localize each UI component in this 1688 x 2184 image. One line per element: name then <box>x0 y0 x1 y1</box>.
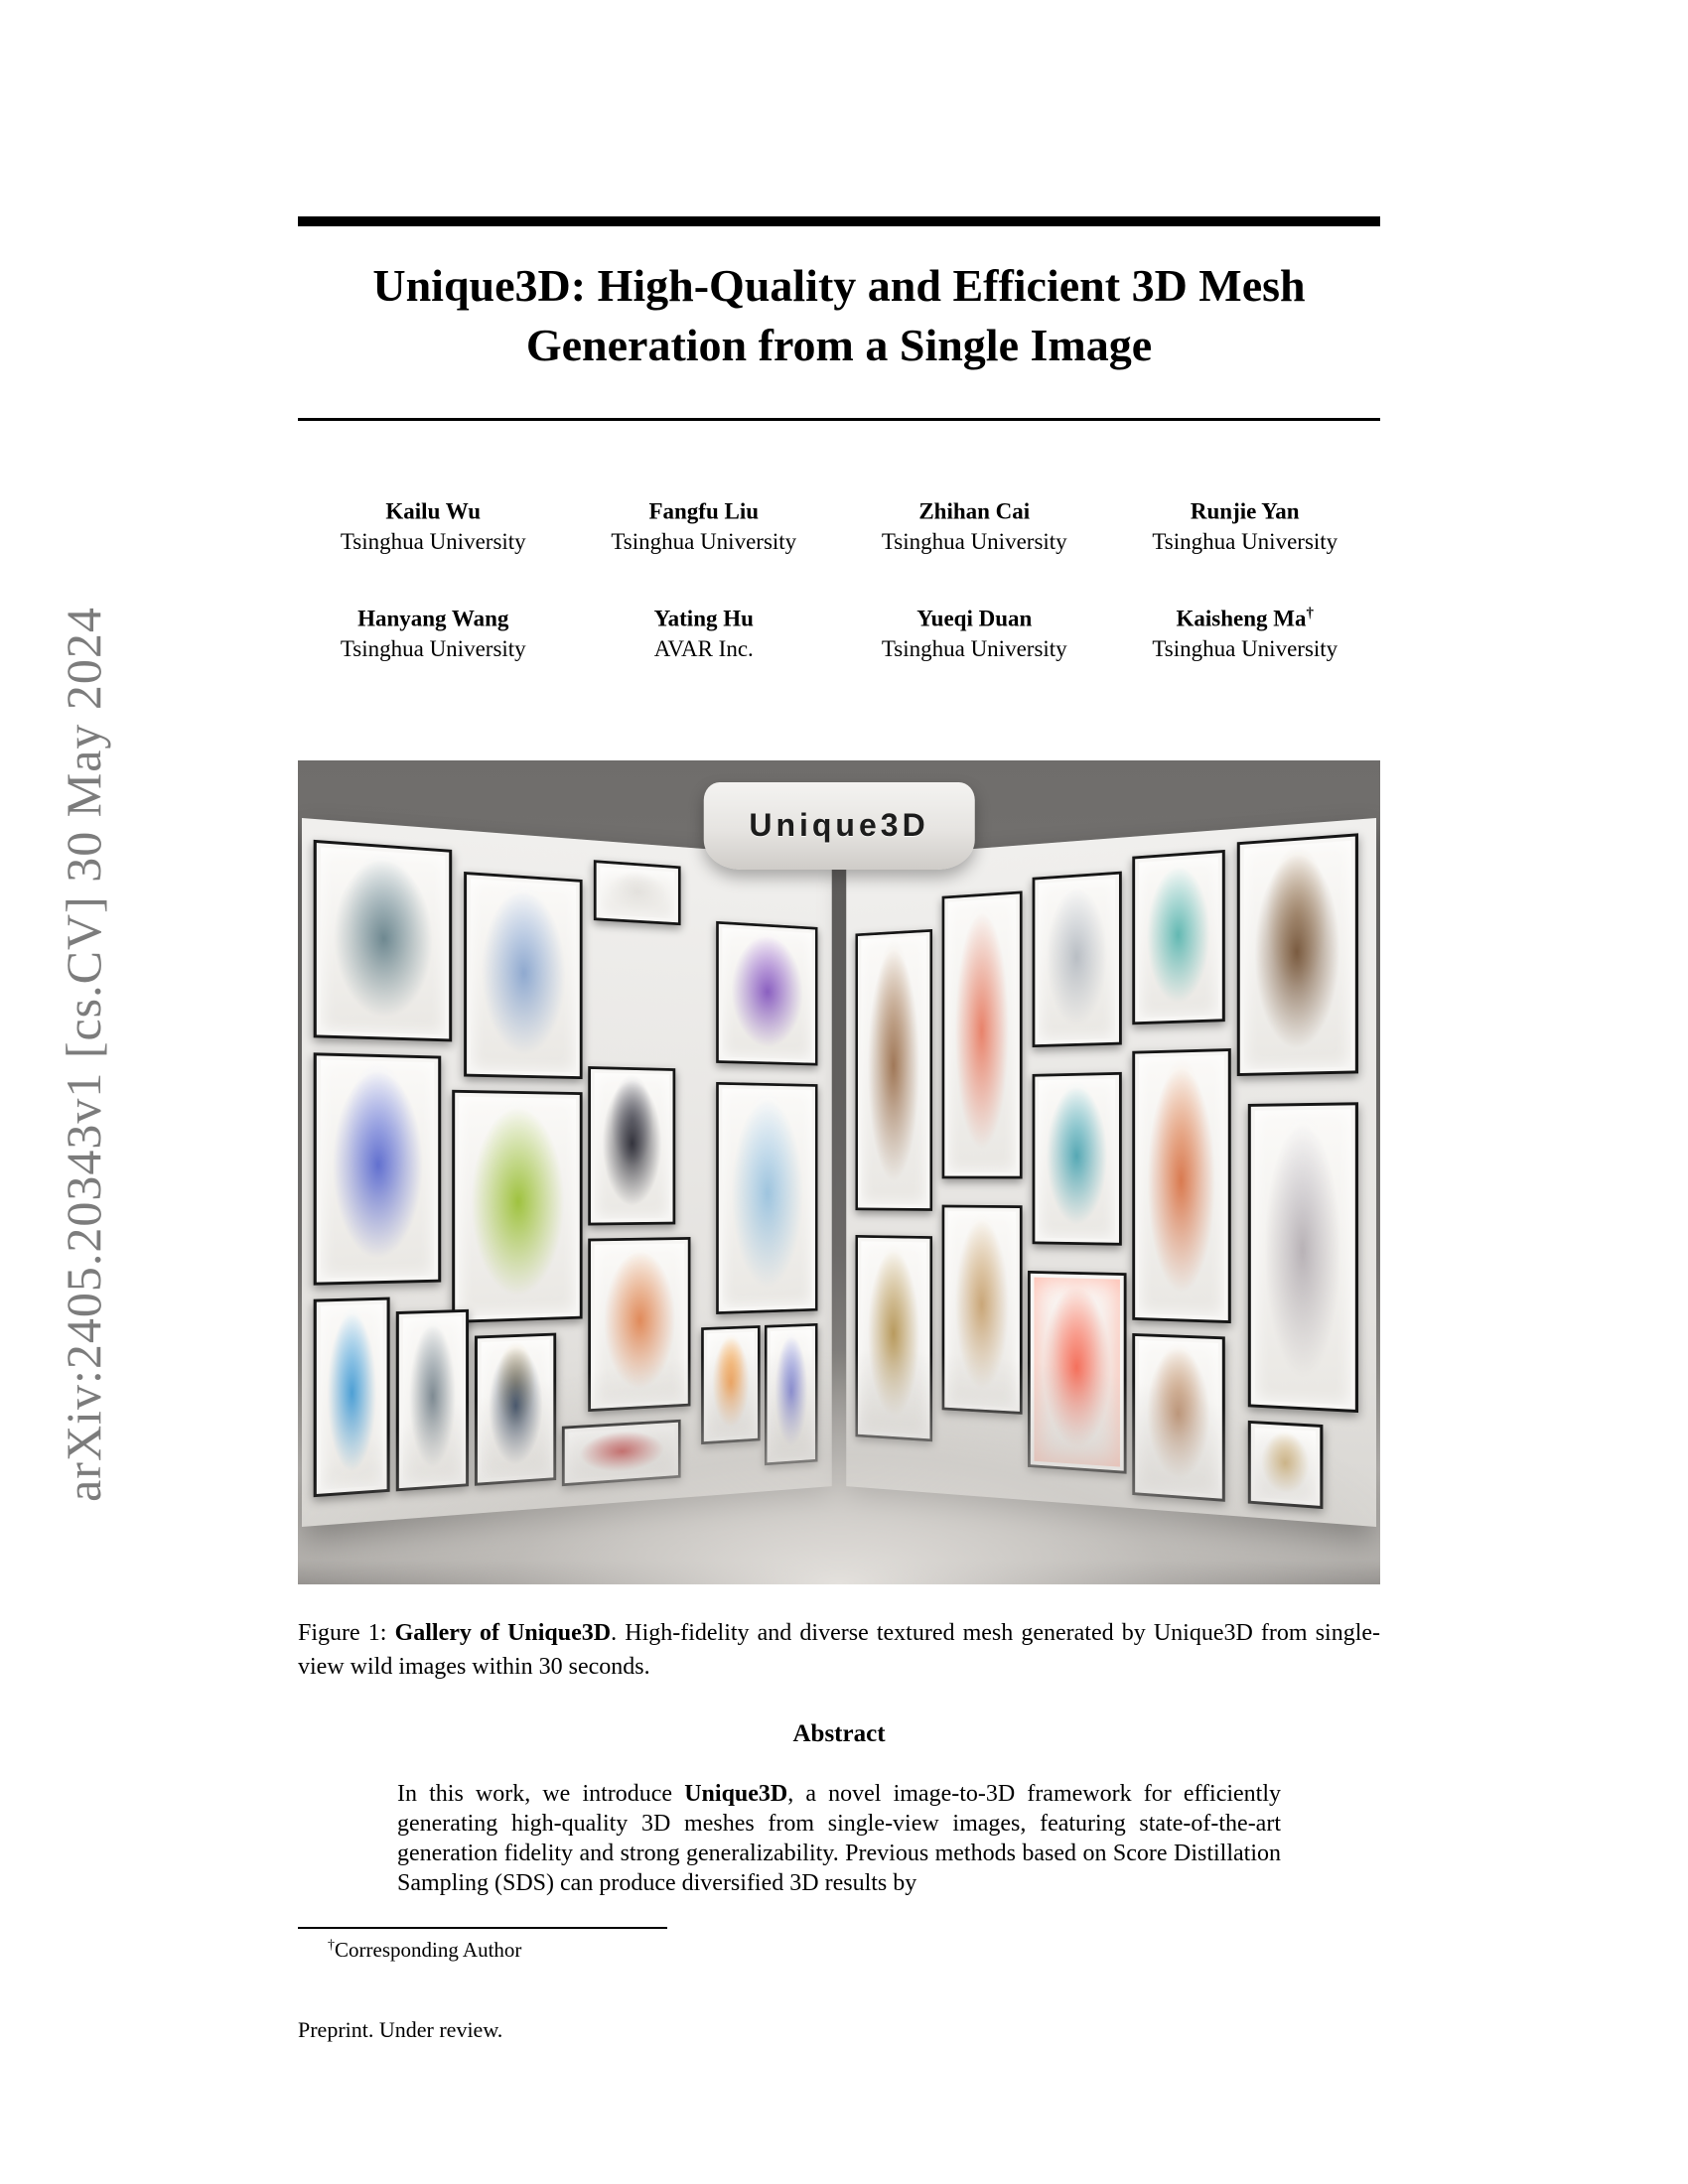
red-race-car-object <box>569 1427 675 1480</box>
white-robot-creature-object <box>1039 878 1115 1040</box>
author-zhihan-cai <box>839 491 1110 557</box>
white-robot-creature <box>1033 871 1122 1047</box>
author-affiliation: Tsinghua University <box>340 528 526 554</box>
baroque-gown <box>942 1204 1023 1415</box>
author-name: Yueqi Duan <box>916 606 1033 631</box>
author-affiliation: Tsinghua University <box>1152 635 1338 661</box>
robot-dolphin-object <box>322 1304 383 1490</box>
empty-frame-object <box>600 868 674 918</box>
author-hanyang-wang <box>298 599 569 664</box>
white-hair-android-girl <box>716 1082 817 1314</box>
blue-cyborg-woman <box>314 1052 441 1286</box>
rusty-retro-robot <box>856 929 932 1211</box>
top-rule <box>298 216 1380 226</box>
buzz-lightyear-toy <box>453 1090 583 1323</box>
author-name: Kailu Wu <box>385 498 482 524</box>
footnote-rule <box>298 1927 667 1929</box>
gallery-banner <box>704 782 975 870</box>
orange-tip-rocket <box>942 890 1023 1178</box>
figure-1-gallery <box>298 760 1380 1584</box>
footnote <box>298 1938 993 1963</box>
caption-bold: Gallery of Unique3D <box>394 1620 612 1646</box>
abstract-text <box>397 1779 1281 1898</box>
author-affiliation: Tsinghua University <box>881 528 1067 554</box>
author-affiliation: Tsinghua University <box>1152 528 1338 554</box>
author-name: Fangfu Liu <box>648 498 760 524</box>
purple-anime-girl <box>716 921 817 1066</box>
small-blue-robot-object <box>772 1330 812 1459</box>
page-title <box>298 256 1380 375</box>
author-fangfu-liu <box>569 491 840 557</box>
tan-cyborg-woman <box>1132 1333 1225 1501</box>
empty-frame <box>594 861 681 925</box>
abstract-part1: In this work, we introduce <box>397 1781 685 1807</box>
abstract-bold: Unique3D <box>684 1781 788 1807</box>
perfume-bottle <box>589 1066 676 1226</box>
gallery-scene <box>298 760 1380 1584</box>
fairy-castle <box>464 872 583 1079</box>
authors-row-2 <box>298 599 1380 664</box>
author-yueqi-duan <box>839 599 1110 664</box>
caption-prefix: Figure 1: <box>298 1620 395 1646</box>
white-hair-android-girl-object <box>722 1088 811 1307</box>
author-name: Kaisheng Ma <box>1176 606 1307 631</box>
pikachu-figure-object <box>707 1332 754 1437</box>
woven-handbag <box>1248 1421 1323 1509</box>
mini-submarine <box>396 1309 470 1492</box>
robot-dolphin <box>314 1297 390 1497</box>
baroque-gown-object <box>948 1211 1016 1408</box>
ornate-rocket <box>856 1235 932 1441</box>
masked-face-sculpture-object <box>595 1244 685 1405</box>
woven-handbag-object <box>1255 1428 1316 1501</box>
author-affiliation: Tsinghua University <box>340 635 526 661</box>
author-runjie-yan <box>1110 491 1381 557</box>
ufo-saucer <box>314 840 453 1041</box>
abstract-heading: Abstract <box>792 1720 886 1747</box>
teal-dragon-sculpture <box>1132 850 1225 1024</box>
teal-dragon-sculpture-object <box>1139 858 1218 1019</box>
pink-dragon <box>1028 1271 1127 1474</box>
author-affiliation: Tsinghua University <box>611 528 797 554</box>
gallery-banner-text: Unique3D <box>749 807 929 844</box>
pearl-earring-girl <box>475 1333 556 1486</box>
teal-space-doll-object <box>1039 1079 1115 1240</box>
white-red-robot <box>1248 1102 1358 1413</box>
perfume-bottle-object <box>595 1073 669 1219</box>
groot-in-suit <box>1236 834 1357 1076</box>
arxiv-stamp: arXiv:2405.20343v1 [cs.CV] 30 May 2024 <box>56 607 111 1502</box>
teal-space-doll <box>1033 1072 1122 1246</box>
groot-in-suit-object <box>1243 841 1350 1069</box>
caption-rest: . High-fidelity and diverse textured mesh generated by Unique3D from single-view wild images within 30 seconds. <box>298 1620 1381 1680</box>
authors-row-1 <box>298 491 1380 557</box>
author-kailu-wu <box>298 491 569 557</box>
buzz-lightyear-toy-object <box>460 1097 577 1316</box>
ornate-rocket-object <box>861 1242 925 1435</box>
footnote-text: Corresponding Author <box>335 1938 522 1962</box>
masked-face-sculpture <box>589 1237 692 1412</box>
ufo-saucer-object <box>322 848 446 1035</box>
pikachu-figure <box>701 1325 761 1444</box>
author-affiliation: AVAR Inc. <box>653 635 754 661</box>
author-name: Runjie Yan <box>1190 498 1300 524</box>
author-kaisheng-ma <box>1110 599 1381 664</box>
preprint-note: Preprint. Under review. <box>298 2017 503 2042</box>
planet-ice-cream <box>1132 1049 1231 1324</box>
rusty-retro-robot-object <box>861 935 925 1204</box>
small-blue-robot <box>766 1323 818 1465</box>
author-name: Zhihan Cai <box>918 498 1031 524</box>
pink-dragon-object <box>1034 1278 1120 1467</box>
blue-cyborg-woman-object <box>322 1059 435 1279</box>
pearl-earring-girl-object <box>482 1340 550 1479</box>
author-dagger: † <box>1306 606 1314 621</box>
purple-anime-girl-object <box>722 927 811 1059</box>
page-title-line1: Unique3D: High-Quality and Efficient 3D Mesh <box>372 260 1306 311</box>
white-red-robot-object <box>1255 1109 1350 1405</box>
mini-submarine-object <box>403 1316 463 1485</box>
title-rule <box>298 418 1380 421</box>
orange-tip-rocket-object <box>948 897 1016 1172</box>
page-title-line2: Generation from a Single Image <box>525 320 1153 370</box>
author-affiliation: Tsinghua University <box>881 635 1067 661</box>
figure-caption <box>298 1616 1380 1684</box>
fairy-castle-object <box>471 879 577 1072</box>
abstract-part2: , a novel image-to-3D framework for efficiently generating high-quality 3D meshes from single-view images, featuring state-of-the-art generation fidelity and strong generalizability. Previous methods based on Score Distillation Sampling (SDS) can produce diversified 3D results by <box>397 1781 1282 1896</box>
planet-ice-cream-object <box>1139 1055 1224 1316</box>
author-name: Yating Hu <box>653 606 754 631</box>
gallery-wall-right <box>846 818 1376 1527</box>
red-race-car <box>562 1420 681 1487</box>
tan-cyborg-woman-object <box>1139 1340 1218 1494</box>
author-yating-hu <box>569 599 840 664</box>
author-name: Hanyang Wang <box>357 606 509 631</box>
dagger-icon: † <box>328 1938 335 1953</box>
gallery-wall-left <box>302 818 832 1527</box>
